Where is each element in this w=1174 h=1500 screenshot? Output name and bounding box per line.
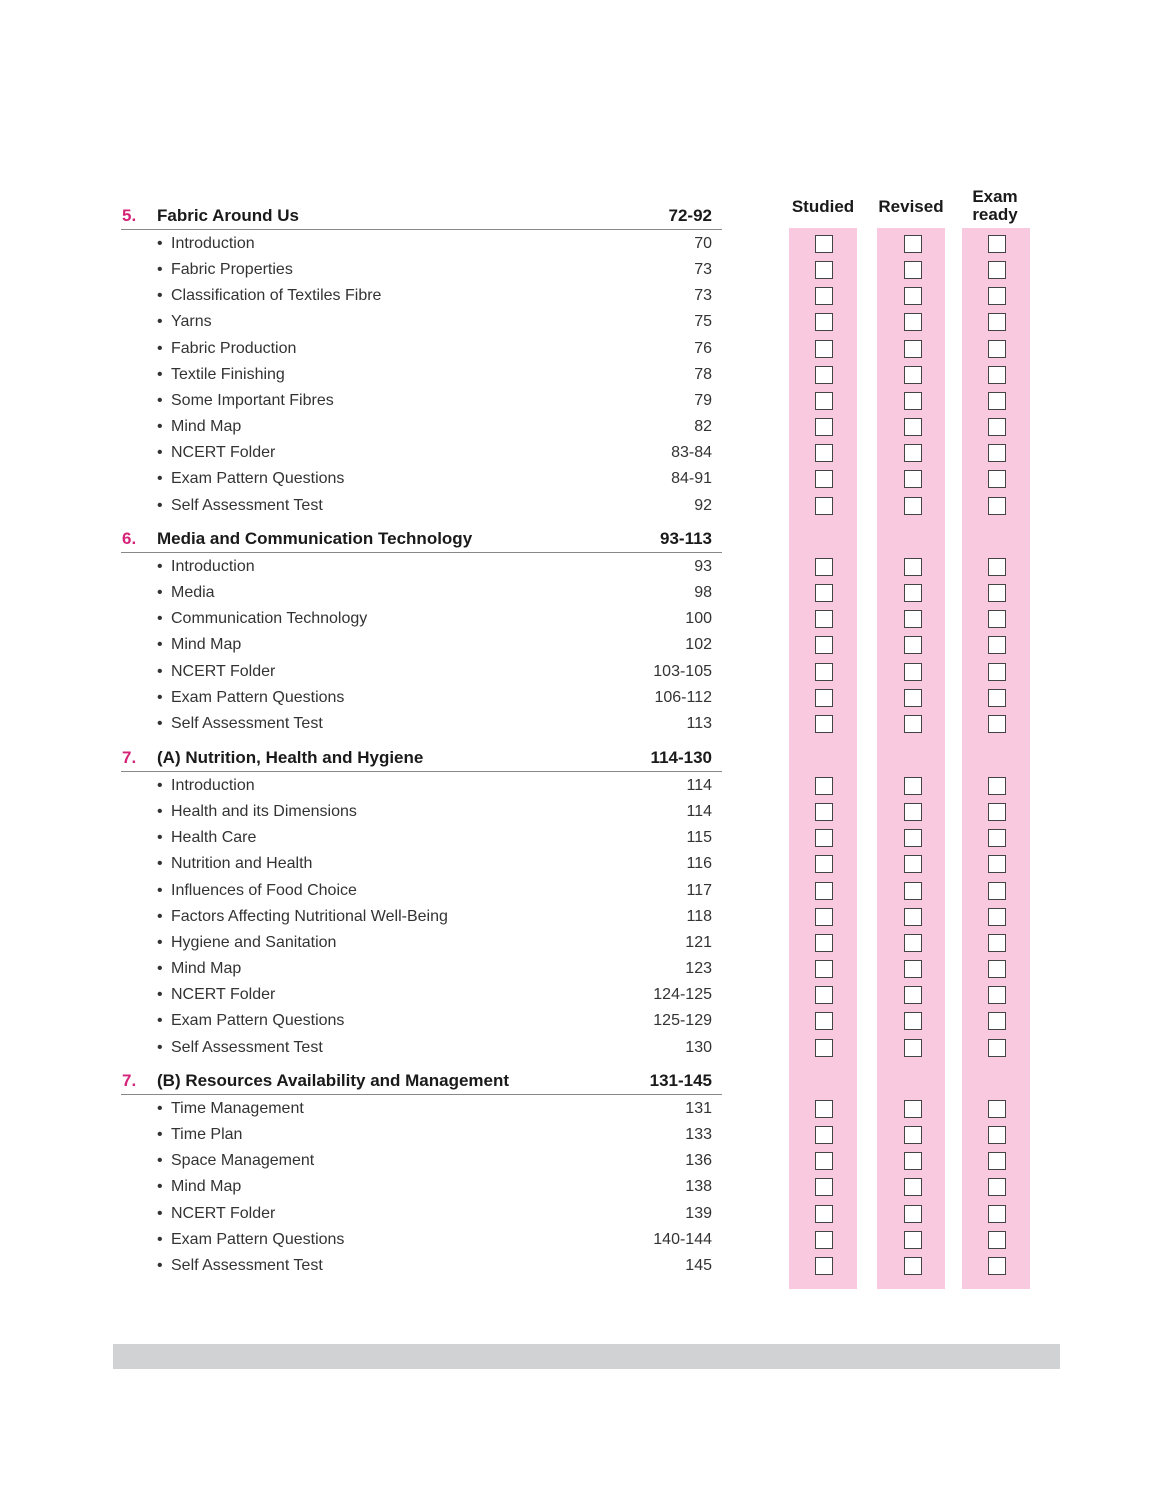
studied-checkbox[interactable] <box>815 287 833 305</box>
revised-checkbox[interactable] <box>904 497 922 515</box>
topic-page-number: 79 <box>694 391 712 409</box>
footer-bar <box>113 1344 1060 1369</box>
bullet-icon: • <box>157 1012 163 1030</box>
topic-page-number: 106-112 <box>654 688 712 706</box>
studied-checkbox[interactable] <box>815 313 833 331</box>
bullet-icon: • <box>157 907 163 925</box>
chapter-page-range: 131-145 <box>649 1071 712 1090</box>
revised-checkbox[interactable] <box>904 558 922 576</box>
chapter-title: (A) Nutrition, Health and Hygiene <box>157 748 424 767</box>
exam-ready-checkbox[interactable] <box>988 558 1006 576</box>
topic-page-number: 76 <box>694 339 712 357</box>
revised-checkbox[interactable] <box>904 1100 922 1118</box>
exam-ready-checkbox[interactable] <box>988 1039 1006 1057</box>
bullet-icon: • <box>157 1038 163 1056</box>
bullet-icon: • <box>157 1256 163 1274</box>
topic-label: Fabric Production <box>171 339 297 357</box>
revised-checkbox[interactable] <box>904 1126 922 1144</box>
topic-page-number: 139 <box>685 1204 712 1222</box>
topic-page-number: 136 <box>685 1152 712 1170</box>
studied-checkbox[interactable] <box>815 261 833 279</box>
revised-checkbox[interactable] <box>904 908 922 926</box>
studied-checkbox[interactable] <box>815 934 833 952</box>
topic-label: Exam Pattern Questions <box>171 1230 345 1248</box>
exam-ready-checkbox[interactable] <box>988 715 1006 733</box>
studied-checkbox[interactable] <box>815 663 833 681</box>
studied-checkbox[interactable] <box>815 1231 833 1249</box>
exam-ready-checkbox[interactable] <box>988 960 1006 978</box>
studied-checkbox[interactable] <box>815 1100 833 1118</box>
studied-checkbox[interactable] <box>815 1205 833 1223</box>
exam-ready-checkbox[interactable] <box>988 1205 1006 1223</box>
studied-checkbox[interactable] <box>815 636 833 654</box>
topic-page-number: 93 <box>694 558 712 575</box>
studied-checkbox[interactable] <box>815 1178 833 1196</box>
topic-label: Media <box>171 584 215 602</box>
revised-checkbox[interactable] <box>904 636 922 654</box>
bullet-icon: • <box>157 688 163 706</box>
topic-page-number: 98 <box>694 584 712 602</box>
exam-ready-checkbox[interactable] <box>988 418 1006 436</box>
topic-page-number: 117 <box>686 881 712 899</box>
topic-page-number: 75 <box>694 313 712 331</box>
revised-checkbox[interactable] <box>904 470 922 488</box>
bullet-icon: • <box>157 339 163 357</box>
studied-checkbox[interactable] <box>815 986 833 1004</box>
revised-checkbox[interactable] <box>904 340 922 358</box>
bullet-icon: • <box>157 1230 163 1248</box>
topic-label: Self Assessment Test <box>171 1038 323 1056</box>
revised-checkbox[interactable] <box>904 986 922 1004</box>
revised-checkbox[interactable] <box>904 1152 922 1170</box>
bullet-icon: • <box>157 610 163 628</box>
exam-ready-checkbox[interactable] <box>988 803 1006 821</box>
bullet-icon: • <box>157 261 163 279</box>
bullet-icon: • <box>157 1178 163 1196</box>
topic-page-number: 70 <box>694 235 712 252</box>
studied-checkbox[interactable] <box>815 715 833 733</box>
topic-page-number: 131 <box>685 1100 712 1117</box>
revised-checkbox[interactable] <box>904 855 922 873</box>
topic-page-number: 82 <box>694 418 712 436</box>
topic-label: Mind Map <box>171 960 242 978</box>
exam-ready-checkbox[interactable] <box>988 1126 1006 1144</box>
studied-checkbox[interactable] <box>815 366 833 384</box>
studied-checkbox[interactable] <box>815 829 833 847</box>
studied-checkbox[interactable] <box>815 1039 833 1057</box>
bullet-icon: • <box>157 662 163 680</box>
revised-checkbox[interactable] <box>904 803 922 821</box>
topic-label: NCERT Folder <box>171 662 276 680</box>
topic-page-number: 114 <box>686 777 712 794</box>
topic-page-number: 125-129 <box>653 1012 712 1030</box>
bullet-icon: • <box>157 1152 163 1170</box>
studied-checkbox[interactable] <box>815 444 833 462</box>
revised-checkbox[interactable] <box>904 960 922 978</box>
revised-checkbox[interactable] <box>904 418 922 436</box>
topic-page-number: 114 <box>686 803 712 821</box>
bullet-icon: • <box>157 287 163 305</box>
topic-page-number: 103-105 <box>653 662 712 680</box>
exam-ready-checkbox[interactable] <box>988 1231 1006 1249</box>
topic-label: Nutrition and Health <box>171 855 313 873</box>
topic-page-number: 140-144 <box>653 1230 712 1248</box>
bullet-icon: • <box>157 496 163 514</box>
studied-checkbox[interactable] <box>815 960 833 978</box>
bullet-icon: • <box>157 881 163 899</box>
bullet-icon: • <box>157 960 163 978</box>
bullet-icon: • <box>157 470 163 488</box>
topic-label: Time Plan <box>171 1126 243 1144</box>
exam-ready-checkbox[interactable] <box>988 1257 1006 1275</box>
revised-checkbox[interactable] <box>904 1205 922 1223</box>
exam-ready-checkbox[interactable] <box>988 366 1006 384</box>
revised-checkbox[interactable] <box>904 715 922 733</box>
topic-label: NCERT Folder <box>171 986 276 1004</box>
revised-checkbox[interactable] <box>904 261 922 279</box>
exam-ready-checkbox[interactable] <box>988 882 1006 900</box>
bullet-icon: • <box>157 829 163 847</box>
exam-ready-checkbox[interactable] <box>988 934 1006 952</box>
column-header-revised: Revised <box>878 197 944 216</box>
column-header-exam-ready-line1: Exam <box>972 187 1018 206</box>
topic-page-number: 121 <box>685 933 712 951</box>
studied-checkbox[interactable] <box>815 418 833 436</box>
topic-page-number: 73 <box>694 261 712 279</box>
topic-label: Exam Pattern Questions <box>171 688 345 706</box>
studied-checkbox[interactable] <box>815 340 833 358</box>
bullet-icon: • <box>157 714 163 732</box>
studied-checkbox[interactable] <box>815 558 833 576</box>
bullet-icon: • <box>157 636 163 654</box>
bullet-icon: • <box>157 313 163 331</box>
exam-ready-checkbox[interactable] <box>988 444 1006 462</box>
revised-checkbox[interactable] <box>904 689 922 707</box>
topic-page-number: 100 <box>685 610 712 628</box>
bullet-icon: • <box>157 365 163 383</box>
revised-checkbox[interactable] <box>904 777 922 795</box>
topic-label: Influences of Food Choice <box>171 881 357 899</box>
exam-ready-checkbox[interactable] <box>988 497 1006 515</box>
topic-page-number: 116 <box>686 855 712 873</box>
exam-ready-checkbox[interactable] <box>988 663 1006 681</box>
revised-checkbox[interactable] <box>904 1039 922 1057</box>
chapter-page-range: 93-113 <box>660 529 712 548</box>
bullet-icon: • <box>157 855 163 873</box>
topic-label: Fabric Properties <box>171 261 293 279</box>
topic-label: Self Assessment Test <box>171 1256 323 1274</box>
bullet-icon: • <box>157 558 163 575</box>
topic-label: Communication Technology <box>171 610 368 628</box>
exam-ready-checkbox[interactable] <box>988 689 1006 707</box>
revised-checkbox[interactable] <box>904 444 922 462</box>
studied-checkbox[interactable] <box>815 497 833 515</box>
bullet-icon: • <box>157 584 163 602</box>
bullet-icon: • <box>157 1126 163 1144</box>
topic-label: Space Management <box>171 1152 315 1170</box>
topic-label: Health Care <box>171 829 257 847</box>
revised-checkbox[interactable] <box>904 366 922 384</box>
topic-label: Exam Pattern Questions <box>171 470 345 488</box>
topic-page-number: 124-125 <box>653 986 712 1004</box>
bullet-icon: • <box>157 986 163 1004</box>
exam-ready-checkbox[interactable] <box>988 235 1006 253</box>
studied-checkbox[interactable] <box>815 1012 833 1030</box>
revised-checkbox[interactable] <box>904 1231 922 1249</box>
bullet-icon: • <box>157 1204 163 1222</box>
exam-ready-checkbox[interactable] <box>988 1152 1006 1170</box>
exam-ready-checkbox[interactable] <box>988 313 1006 331</box>
topic-label: Introduction <box>171 558 255 575</box>
topic-label: Time Management <box>171 1100 304 1117</box>
topic-label: Introduction <box>171 235 255 252</box>
column-header-studied: Studied <box>791 197 855 216</box>
studied-checkbox[interactable] <box>815 584 833 602</box>
revised-checkbox[interactable] <box>904 663 922 681</box>
studied-checkbox[interactable] <box>815 470 833 488</box>
exam-ready-checkbox[interactable] <box>988 392 1006 410</box>
studied-checkbox[interactable] <box>815 882 833 900</box>
bullet-icon: • <box>157 444 163 462</box>
revised-checkbox[interactable] <box>904 1012 922 1030</box>
exam-ready-checkbox[interactable] <box>988 584 1006 602</box>
topic-page-number: 133 <box>685 1126 712 1144</box>
exam-ready-checkbox[interactable] <box>988 829 1006 847</box>
studied-checkbox[interactable] <box>815 392 833 410</box>
revised-checkbox[interactable] <box>904 829 922 847</box>
exam-ready-checkbox[interactable] <box>988 1012 1006 1030</box>
topic-page-number: 115 <box>686 829 712 847</box>
chapter-number: 6. <box>122 529 137 548</box>
chapter-title: Fabric Around Us <box>157 206 299 225</box>
exam-ready-checkbox[interactable] <box>988 261 1006 279</box>
studied-checkbox[interactable] <box>815 1152 833 1170</box>
revised-checkbox[interactable] <box>904 313 922 331</box>
studied-checkbox[interactable] <box>815 1126 833 1144</box>
topic-page-number: 73 <box>694 287 712 305</box>
exam-ready-checkbox[interactable] <box>988 1178 1006 1196</box>
revised-checkbox[interactable] <box>904 392 922 410</box>
chapter-divider <box>121 1094 722 1095</box>
bullet-icon: • <box>157 391 163 409</box>
chapter-title: (B) Resources Availability and Management <box>157 1071 510 1090</box>
topic-label: Factors Affecting Nutritional Well-Being <box>171 907 448 925</box>
revised-checkbox[interactable] <box>904 934 922 952</box>
bullet-icon: • <box>157 418 163 436</box>
studied-checkbox[interactable] <box>815 908 833 926</box>
topic-label: Mind Map <box>171 418 242 436</box>
topic-label: Yarns <box>171 313 212 331</box>
revised-checkbox[interactable] <box>904 287 922 305</box>
topic-label: Mind Map <box>171 636 242 654</box>
topic-page-number: 118 <box>686 907 712 925</box>
topic-label: Textile Finishing <box>171 365 285 383</box>
revised-checkbox[interactable] <box>904 882 922 900</box>
studied-checkbox[interactable] <box>815 610 833 628</box>
exam-ready-checkbox[interactable] <box>988 636 1006 654</box>
bullet-icon: • <box>157 235 163 252</box>
chapter-number: 7. <box>122 748 137 767</box>
exam-ready-checkbox[interactable] <box>988 287 1006 305</box>
chapter-title: Media and Communication Technology <box>157 529 473 548</box>
bullet-icon: • <box>157 1100 163 1117</box>
studied-checkbox[interactable] <box>815 689 833 707</box>
exam-ready-checkbox[interactable] <box>988 470 1006 488</box>
column-header-exam-ready-line2: ready <box>972 205 1018 224</box>
topic-label: Classification of Textiles Fibre <box>171 287 382 305</box>
topic-label: Mind Map <box>171 1178 242 1196</box>
chapter-number: 7. <box>122 1071 137 1090</box>
topic-label: Self Assessment Test <box>171 714 323 732</box>
revised-checkbox[interactable] <box>904 610 922 628</box>
topic-label: NCERT Folder <box>171 444 276 462</box>
exam-ready-checkbox[interactable] <box>988 1100 1006 1118</box>
topic-label: Self Assessment Test <box>171 496 323 514</box>
topic-page-number: 145 <box>685 1256 712 1274</box>
chapter-divider <box>121 771 722 772</box>
exam-ready-checkbox[interactable] <box>988 777 1006 795</box>
revised-checkbox[interactable] <box>904 1257 922 1275</box>
topic-label: Some Important Fibres <box>171 391 334 409</box>
chapter-number: 5. <box>122 206 137 225</box>
topic-page-number: 113 <box>686 714 712 732</box>
revised-checkbox[interactable] <box>904 1178 922 1196</box>
topic-page-number: 102 <box>685 636 712 654</box>
topic-label: Health and its Dimensions <box>171 803 357 821</box>
topic-page-number: 130 <box>685 1038 712 1056</box>
studied-checkbox[interactable] <box>815 803 833 821</box>
topic-label: Introduction <box>171 777 255 794</box>
chapter-divider <box>121 552 722 553</box>
topic-page-number: 123 <box>685 960 712 978</box>
exam-ready-checkbox[interactable] <box>988 340 1006 358</box>
topic-label: Exam Pattern Questions <box>171 1012 345 1030</box>
chapter-divider <box>121 229 722 230</box>
studied-checkbox[interactable] <box>815 855 833 873</box>
topic-label: NCERT Folder <box>171 1204 276 1222</box>
topic-page-number: 92 <box>694 496 712 514</box>
exam-ready-checkbox[interactable] <box>988 986 1006 1004</box>
exam-ready-checkbox[interactable] <box>988 908 1006 926</box>
column-header-exam-ready <box>957 188 1033 224</box>
chapter-page-range: 72-92 <box>668 206 712 225</box>
studied-checkbox[interactable] <box>815 1257 833 1275</box>
revised-checkbox[interactable] <box>904 235 922 253</box>
topic-page-number: 83-84 <box>671 444 712 462</box>
topic-label: Hygiene and Sanitation <box>171 933 337 951</box>
bullet-icon: • <box>157 777 163 794</box>
studied-checkbox[interactable] <box>815 777 833 795</box>
topic-page-number: 84-91 <box>671 470 712 488</box>
bullet-icon: • <box>157 803 163 821</box>
topic-page-number: 78 <box>694 365 712 383</box>
revised-checkbox[interactable] <box>904 584 922 602</box>
exam-ready-checkbox[interactable] <box>988 855 1006 873</box>
exam-ready-checkbox[interactable] <box>988 610 1006 628</box>
topic-page-number: 138 <box>685 1178 712 1196</box>
bullet-icon: • <box>157 933 163 951</box>
chapter-page-range: 114-130 <box>650 748 712 767</box>
studied-checkbox[interactable] <box>815 235 833 253</box>
